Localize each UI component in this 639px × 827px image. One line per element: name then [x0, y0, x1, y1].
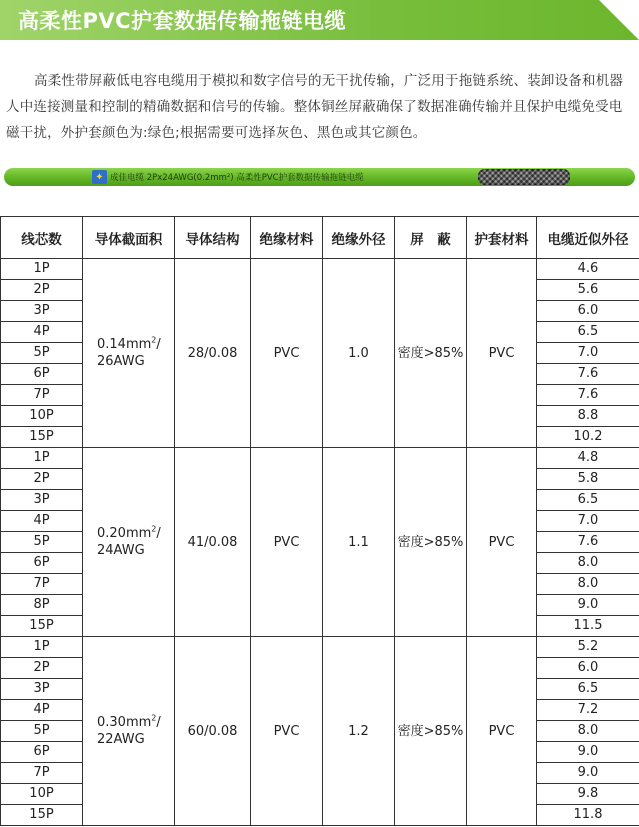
cell-cores: 5P	[1, 721, 83, 742]
cell-area	[83, 259, 175, 448]
cell-insulation: PVC	[251, 448, 323, 637]
cell-cable-od: 7.6	[537, 532, 639, 553]
cell-cable-od: 6.5	[537, 490, 639, 511]
cell-cable-od: 5.8	[537, 469, 639, 490]
cell-shield: 密度>85%	[395, 259, 467, 448]
cell-insulation-od: 1.0	[323, 259, 395, 448]
cell-shield: 密度>85%	[395, 637, 467, 826]
header-jacket: 护套材料	[467, 217, 537, 259]
cell-cable-od: 4.6	[537, 259, 639, 280]
cable-print-label: 成佳电缆 2Px24AWG(0.2mm²) 高柔性PVC护套数据传输拖链电缆	[110, 173, 364, 183]
cell-cable-od: 8.0	[537, 721, 639, 742]
cell-cable-od: 5.6	[537, 280, 639, 301]
cell-cores: 5P	[1, 532, 83, 553]
header-cable-od: 电缆近似外径	[537, 217, 639, 259]
header-area: 导体截面积	[83, 217, 175, 259]
cell-cable-od: 8.8	[537, 406, 639, 427]
cell-structure: 41/0.08	[175, 448, 251, 637]
cell-cable-od: 8.0	[537, 553, 639, 574]
cell-cores: 3P	[1, 679, 83, 700]
area-separator: /	[156, 337, 161, 352]
table-row	[1, 448, 639, 469]
cell-cable-od: 6.5	[537, 679, 639, 700]
brand-logo-icon: ✦	[92, 170, 107, 184]
table-header-row	[1, 217, 639, 259]
cell-cores: 2P	[1, 658, 83, 679]
cell-cable-od: 7.2	[537, 700, 639, 721]
cell-insulation-od: 1.2	[323, 637, 395, 826]
cell-cable-od: 6.0	[537, 658, 639, 679]
spec-table	[0, 216, 639, 826]
table-row	[1, 259, 639, 280]
cell-cable-od: 7.0	[537, 511, 639, 532]
cell-cable-od: 5.2	[537, 637, 639, 658]
table-row	[1, 637, 639, 658]
cell-cable-od: 9.0	[537, 742, 639, 763]
area-separator: /	[156, 526, 161, 541]
cell-cores: 7P	[1, 385, 83, 406]
area-separator: /	[156, 715, 161, 730]
cell-cable-od: 9.8	[537, 784, 639, 805]
cell-cores: 1P	[1, 259, 83, 280]
area-unit-sup: 2	[151, 524, 157, 534]
header-cores: 线芯数	[1, 217, 83, 259]
area-awg: 24AWG	[97, 543, 145, 558]
cell-cores: 2P	[1, 469, 83, 490]
area-value: 0.20mm	[97, 526, 152, 541]
intro-paragraph: 高柔性带屏蔽低电容电缆用于模拟和数字信号的无干扰传输，广泛用于拖链系统、装卸设备和机器人中连接测量和控制的精确数据和信号的传输。整体铜丝屏蔽确保了数据准确传输并且保护电缆免受电磁干扰，外护套颜色为:绿色;根据需要可选择灰色、黑色或其它颜色。	[6, 73, 624, 141]
cell-cores: 6P	[1, 742, 83, 763]
cell-cores: 1P	[1, 448, 83, 469]
cell-cable-od: 6.5	[537, 322, 639, 343]
cell-cable-od: 9.0	[537, 595, 639, 616]
header-insulation-od: 绝缘外径	[323, 217, 395, 259]
cell-cable-od: 11.8	[537, 805, 639, 826]
cell-cores: 3P	[1, 301, 83, 322]
cell-cores: 6P	[1, 553, 83, 574]
cell-cable-od: 10.2	[537, 427, 639, 448]
area-unit-sup: 2	[151, 335, 157, 345]
cell-cable-od: 7.6	[537, 364, 639, 385]
cell-cores: 7P	[1, 763, 83, 784]
area-value: 0.14mm	[97, 337, 152, 352]
cell-shield: 密度>85%	[395, 448, 467, 637]
cell-cable-od: 11.5	[537, 616, 639, 637]
cell-cores: 10P	[1, 406, 83, 427]
cell-cores: 5P	[1, 343, 83, 364]
cell-cores: 4P	[1, 511, 83, 532]
cell-cores: 6P	[1, 364, 83, 385]
cell-cable-od: 8.0	[537, 574, 639, 595]
cell-cores: 15P	[1, 616, 83, 637]
area-awg: 26AWG	[97, 354, 145, 369]
cell-cores: 3P	[1, 490, 83, 511]
cell-cores: 4P	[1, 700, 83, 721]
header-shield: 屏 蔽	[395, 217, 467, 259]
cell-cores: 2P	[1, 280, 83, 301]
area-unit-sup: 2	[151, 713, 157, 723]
cell-structure: 60/0.08	[175, 637, 251, 826]
cell-jacket: PVC	[467, 259, 537, 448]
cell-cores: 15P	[1, 427, 83, 448]
page-title: 高柔性PVC护套数据传输拖链电缆	[18, 9, 347, 33]
area-awg: 22AWG	[97, 732, 145, 747]
cell-insulation: PVC	[251, 259, 323, 448]
cell-cores: 1P	[1, 637, 83, 658]
cell-cores: 15P	[1, 805, 83, 826]
cell-cores: 4P	[1, 322, 83, 343]
cell-area	[83, 448, 175, 637]
cell-jacket: PVC	[467, 448, 537, 637]
cell-cores: 10P	[1, 784, 83, 805]
cell-cable-od: 9.0	[537, 763, 639, 784]
cell-cable-od: 7.6	[537, 385, 639, 406]
cell-cable-od: 7.0	[537, 343, 639, 364]
cell-structure: 28/0.08	[175, 259, 251, 448]
table-body	[1, 259, 639, 826]
cell-cores: 7P	[1, 574, 83, 595]
cell-insulation: PVC	[251, 637, 323, 826]
header-structure: 导体结构	[175, 217, 251, 259]
cell-jacket: PVC	[467, 637, 537, 826]
cell-area	[83, 637, 175, 826]
braid-overlay	[478, 169, 570, 185]
cell-cable-od: 4.8	[537, 448, 639, 469]
cell-cable-od: 6.0	[537, 301, 639, 322]
area-value: 0.30mm	[97, 715, 152, 730]
cell-insulation-od: 1.1	[323, 448, 395, 637]
header-insulation: 绝缘材料	[251, 217, 323, 259]
cell-cores: 8P	[1, 595, 83, 616]
